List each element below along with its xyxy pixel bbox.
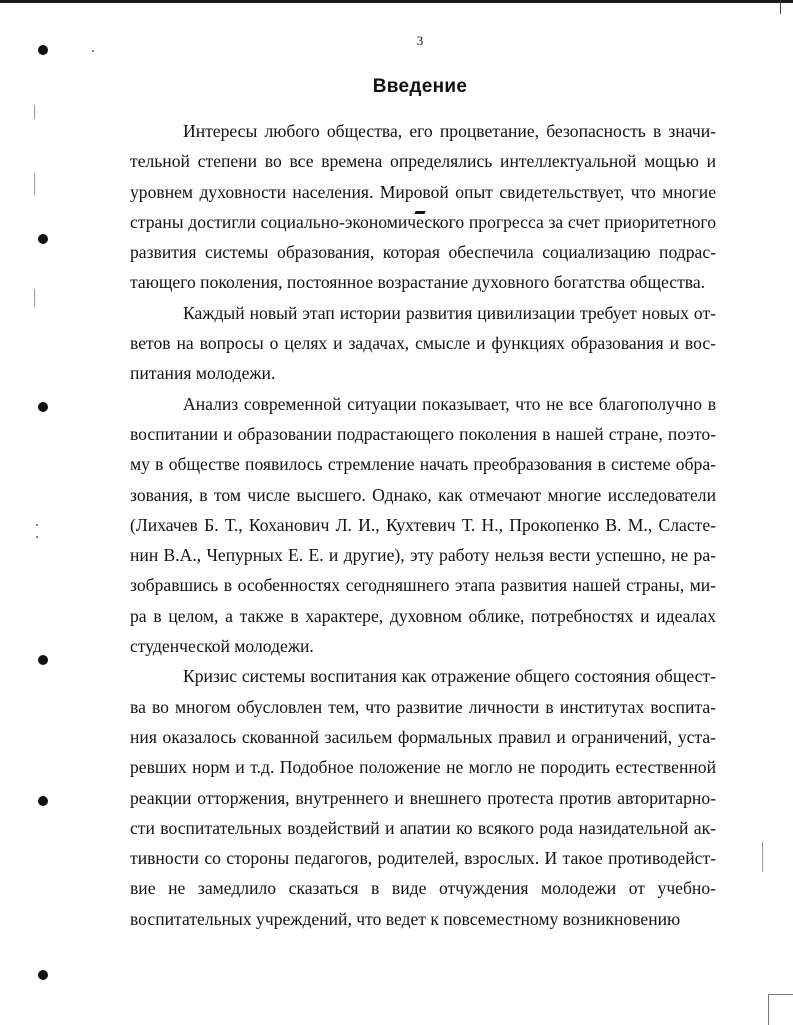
text-line: нин В.А., Чепурных Е. Е. и другие), эту работу нельзя вести успешно, не ра-: [130, 545, 716, 566]
punch-hole: [38, 655, 48, 665]
scan-margin-mark: [762, 842, 763, 872]
scan-bottom-corner: [768, 994, 793, 1025]
scan-speck: [92, 50, 94, 52]
punch-hole: [38, 796, 48, 806]
page-number: 3: [416, 33, 424, 48]
text-line: студенческой молодежи.: [130, 636, 314, 657]
text-line: Каждый новый этап истории развития цивилизации требует новых от-: [183, 302, 716, 323]
scan-corner-mark: [780, 0, 793, 14]
paragraph: [130, 298, 716, 389]
text-line: развития системы образования, которая обеспечила социализацию подрас-: [130, 242, 716, 263]
text-line: ревших норм и т.д. Подобное положение не могло не породить естественной: [130, 757, 716, 778]
text-line: воспитании и образовании подрастающего поколения в нашей стране, поэто-: [130, 423, 716, 444]
punch-hole: [38, 234, 48, 244]
text-line: тельной степени во все времена определялись интеллектуальной мощью и: [130, 151, 716, 172]
scan-speck: [36, 524, 38, 526]
scan-margin-mark: [34, 289, 35, 307]
punch-hole: [38, 45, 48, 55]
text-line: зобравшись в особенностях сегодняшнего этапа развития нашей страны, ми-: [130, 575, 716, 596]
text-line: страны достигли социально-экономического прогресса за счет приоритетного: [130, 211, 716, 232]
text-line: уровнем духовности населения. Мировой опыт свидетельствует, что многие: [130, 181, 716, 202]
text-line: ва во многом обусловлен тем, что развитие личности в институтах воспита-: [130, 696, 716, 717]
scan-margin-mark: [34, 173, 35, 195]
text-line: вие не замедлило сказаться в виде отчуждения молодежи от учебно-: [130, 878, 716, 899]
paragraph: [130, 661, 716, 934]
text-line: питания молодежи.: [130, 363, 276, 384]
text-line: сти воспитательных воздействий и апатии ко всякого рода назидательной ак-: [130, 817, 716, 838]
scan-margin-mark: [34, 105, 35, 119]
text-line: ветов на вопросы о целях и задачах, смысле и функциях образования и вос-: [130, 333, 716, 354]
text-line: воспитательных учреждений, что ведет к повсеместному возникновению: [130, 908, 681, 929]
body-text: [130, 116, 716, 934]
punch-hole: [38, 402, 48, 412]
section-title: Введение: [372, 76, 468, 97]
text-line: (Лихачев Б. Т., Коханович Л. И., Кухтевич Т. Н., Прокопенко В. М., Сластe-: [130, 514, 716, 535]
text-line: тающего поколения, постоянное возрастание духовного богатства общества.: [130, 272, 706, 293]
text-line: ния оказалось скованной засильем формальных правил и ограничений, уста-: [130, 726, 716, 747]
text-line: Кризис системы воспитания как отражение общего состояния общест-: [183, 666, 716, 687]
text-line: реакции отторжения, внутреннего и внешнего протеста против авторитарно-: [130, 787, 716, 808]
text-line: Анализ современной ситуации показывает, что не все благополучно в: [183, 393, 716, 414]
scan-top-border: [0, 0, 793, 3]
text-line: тивности со стороны педагогов, родителей, взрослых. И такое противодейст-: [130, 848, 716, 869]
text-line: ра в целом, а также в характере, духовном облике, потребностях и идеалах: [130, 605, 716, 626]
text-line: му в обществе появилось стремление начать преобразования в системе обра-: [130, 454, 716, 475]
text-line: Интересы любого общества, его процветание, безопасность в значи-: [183, 121, 716, 141]
scan-speck: [36, 536, 38, 538]
text-line: зования, в том числе высшего. Однако, как отмечают многие исследователи: [130, 484, 716, 505]
punch-hole: [38, 970, 48, 980]
paragraph: [130, 389, 716, 662]
paragraph: [130, 116, 716, 298]
